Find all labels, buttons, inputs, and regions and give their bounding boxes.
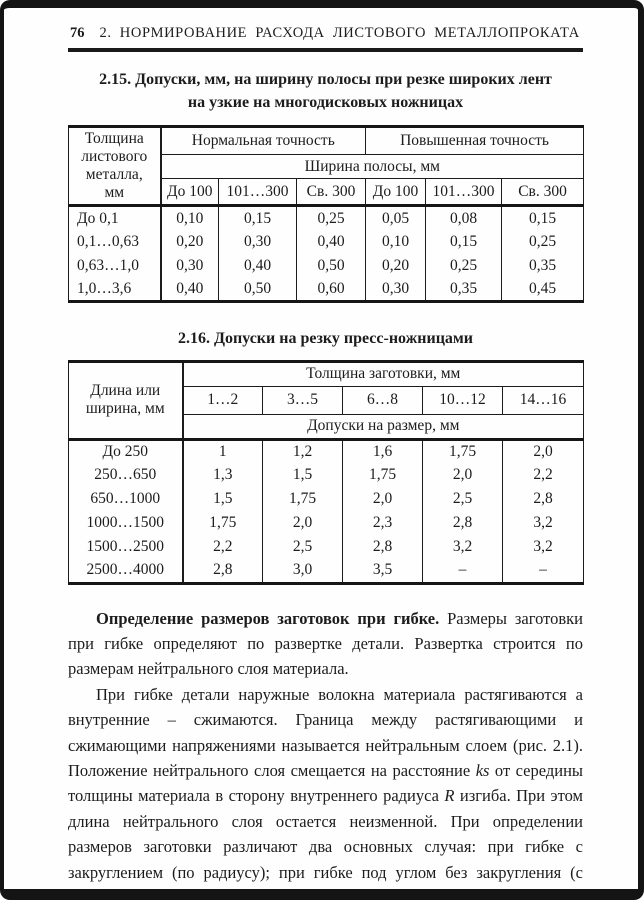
table-cell: 2,2 [503, 463, 584, 487]
paragraph-definition [68, 606, 583, 682]
column-header: До 100 [167, 182, 213, 200]
column-header: 1…2 [183, 386, 263, 414]
table-cell: 1,75 [209, 514, 237, 532]
table-cell: 2,8 [213, 561, 233, 579]
paragraph-text: Размеры заготовки при гибке определяют по развертке детали. Развертка строится по размерам нейтрального слоя материала. [68, 608, 583, 679]
column-header: 3…5 [263, 386, 343, 414]
table-cell: 2,8 [503, 487, 584, 511]
row-label: До 0,1 [69, 206, 161, 230]
table-cell: 0,10 [161, 206, 219, 230]
stub-header: Длина или ширина, мм [69, 361, 183, 439]
column-header: До 100 [366, 179, 426, 206]
table-2-15-title [68, 68, 583, 114]
table-cell: 0,30 [176, 256, 204, 274]
running-head [68, 25, 583, 42]
table-cell: 0,40 [219, 254, 297, 278]
table-cell: 1,75 [263, 487, 343, 511]
page [4, 8, 638, 900]
row-label: До 250 [69, 439, 183, 463]
paragraph-text: изгиба. При этом длина нейтрального слоя остается неизменной. При определении размеров заготовки различают два основных случая: при гибке с закруглением (по радиусу); при гибке под углом без закругления (с калибровкой угла). [68, 786, 583, 900]
table-cell: 0,08 [426, 206, 502, 230]
column-header: Св. 300 [297, 179, 366, 206]
table-cell: 3,2 [503, 535, 584, 559]
table-cell: 0,25 [297, 206, 366, 230]
table-cell: 1,5 [263, 463, 343, 487]
table-cell: 0,15 [502, 206, 584, 230]
row-label: 0,1…0,63 [69, 230, 161, 254]
table-cell: 0,60 [297, 278, 366, 302]
table-cell: 0,15 [219, 206, 297, 230]
table-cell: 1,2 [263, 439, 343, 463]
paragraph-bending [68, 682, 583, 900]
table-cell: 1,75 [423, 439, 503, 463]
table-cell: 2,0 [343, 487, 423, 511]
table-cell: 1,6 [343, 439, 423, 463]
table-cell: 2,5 [423, 487, 503, 511]
table-cell: – [503, 559, 584, 583]
table-cell: 3,2 [423, 535, 503, 559]
row-label: 1,0…3,6 [69, 278, 161, 302]
table-cell: 0,40 [176, 280, 204, 298]
group-header: Нормальная точность [161, 127, 366, 155]
paragraph-lead-bold: Определение размеров заготовок при гибке. [96, 608, 440, 628]
column-header: 101…300 [219, 179, 297, 206]
table-2-15-title-line1: 2.15. Допуски, мм, на ширину полосы при резке широких лент [99, 71, 552, 88]
table-cell: 2,5 [263, 535, 343, 559]
table-cell: 0,25 [426, 254, 502, 278]
table-cell: 2,8 [343, 535, 423, 559]
table-2-16 [68, 360, 584, 585]
table-cell: 0,10 [366, 230, 426, 254]
band-header: Толщина заготовки, мм [183, 361, 584, 386]
table-cell: 0,20 [176, 232, 204, 250]
group-header: Повышенная точность [366, 127, 584, 155]
column-header: Св. 300 [502, 179, 584, 206]
table-cell: 2,0 [423, 463, 503, 487]
table-cell: 0,45 [502, 278, 584, 302]
table-cell: 3,2 [503, 511, 584, 535]
table-cell: 0,40 [297, 230, 366, 254]
stub-header: Толщина листового металла, мм [69, 127, 161, 206]
row-label: 1500…2500 [69, 535, 183, 559]
column-header: 10…12 [423, 386, 503, 414]
table-cell: 2,2 [213, 538, 233, 556]
table-cell: 0,20 [366, 254, 426, 278]
table-cell: 2,8 [423, 511, 503, 535]
paragraph-text: При гибке детали наружные волокна материала растягиваются а внутренние – сжимаются. Граница между растягивающими и сжимающими напряжениями называется нейтральным слоем (рис. 2.1). Положение нейтрального слоя смещается на расстояние [68, 684, 583, 780]
table-cell: 0,35 [426, 278, 502, 302]
body-text [68, 606, 583, 900]
column-header: 6…8 [343, 386, 423, 414]
paragraph-text: от середины толщины материала в сторону внутреннего радиуса [68, 761, 584, 806]
band-header: Допуски на размер, мм [307, 417, 460, 435]
row-label: 250…650 [69, 463, 183, 487]
table-cell: 0,35 [502, 254, 584, 278]
table-cell: 2,3 [343, 511, 423, 535]
table-cell: 1,3 [213, 466, 233, 484]
table-cell: 0,15 [426, 230, 502, 254]
column-header: 14…16 [503, 386, 584, 414]
table-cell: 1 [183, 439, 263, 463]
table-cell: 2,0 [503, 439, 584, 463]
running-head-text: 2. НОРМИРОВАНИЕ РАСХОДА ЛИСТОВОГО МЕТАЛЛОПРОКАТА [99, 25, 580, 41]
table-cell: 0,30 [219, 230, 297, 254]
table-cell: 0,50 [219, 278, 297, 302]
row-label: 650…1000 [69, 487, 183, 511]
table-2-16-title: 2.16. Допуски на резку пресс-ножницами [177, 330, 474, 348]
band-header: Ширина полосы, мм [161, 155, 584, 179]
row-label: 1000…1500 [69, 511, 183, 535]
table-cell: – [423, 559, 503, 583]
column-header: 101…300 [426, 179, 502, 206]
variable-ks: ks [475, 761, 490, 780]
row-label: 2500…4000 [69, 559, 183, 583]
page-number: 76 [70, 25, 85, 41]
row-label: 0,63…1,0 [69, 254, 161, 278]
table-cell: 2,0 [263, 511, 343, 535]
table-cell: 0,50 [297, 254, 366, 278]
header-rule [68, 48, 583, 52]
variable-r: R [444, 786, 455, 806]
table-cell: 0,30 [366, 278, 426, 302]
table-cell: 3,5 [343, 559, 423, 583]
table-cell: 0,05 [366, 206, 426, 230]
table-cell: 0,25 [502, 230, 584, 254]
table-cell: 3,0 [263, 559, 343, 583]
table-2-15 [68, 125, 584, 303]
table-cell: 1,75 [343, 463, 423, 487]
table-2-15-title-line2: на узкие на многодисковых ножницах [187, 94, 464, 112]
table-cell: 1,5 [213, 490, 233, 508]
